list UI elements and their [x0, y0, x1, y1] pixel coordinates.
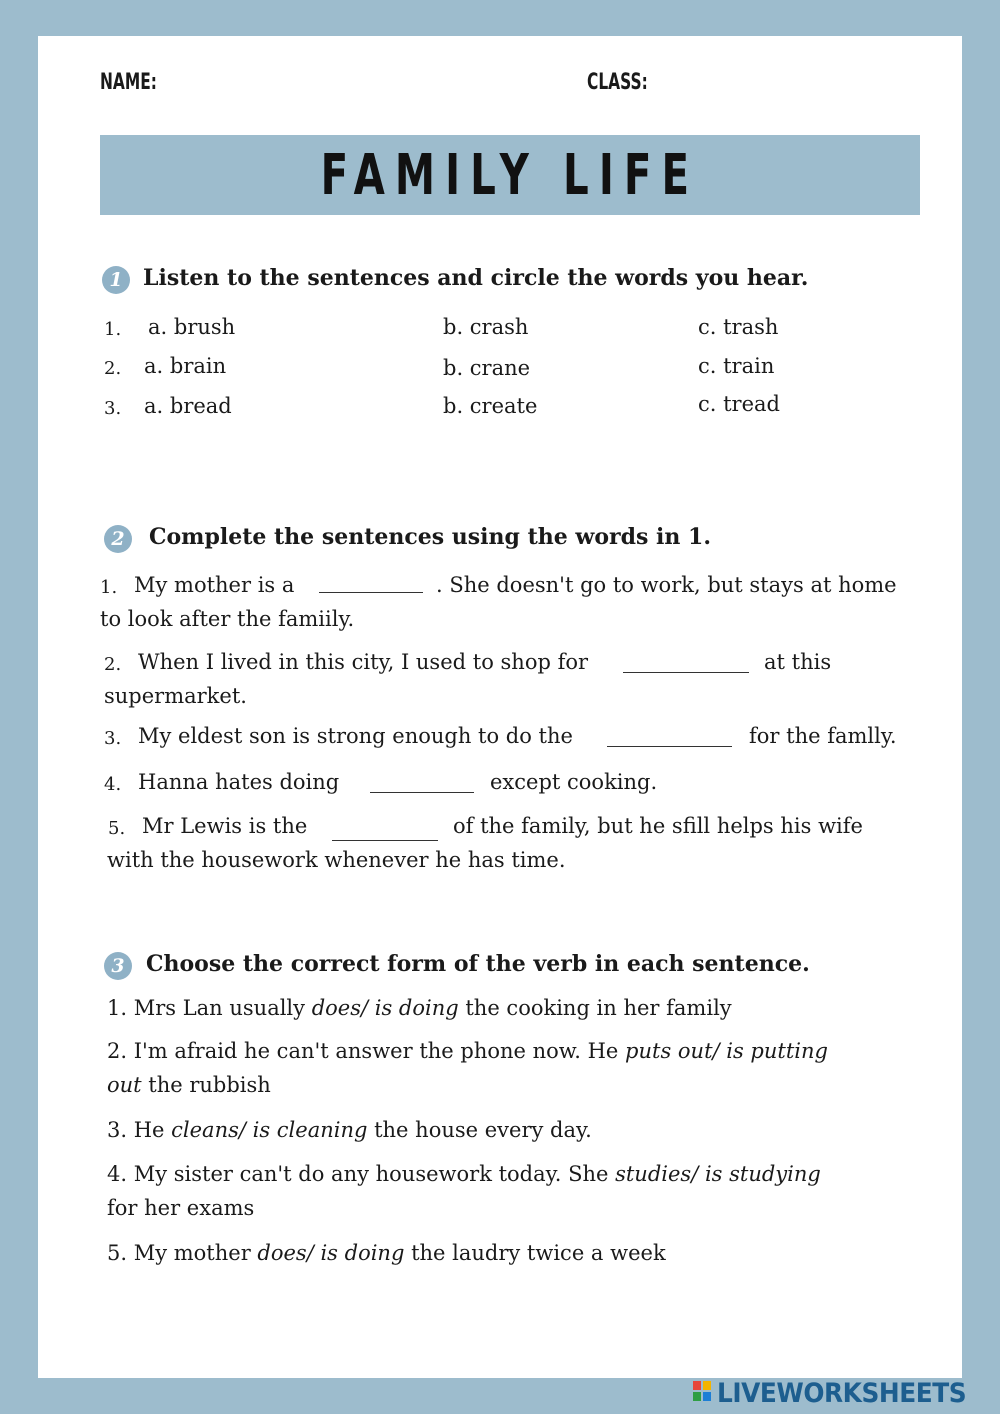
sentence-number: 5. — [108, 818, 126, 839]
sentence-text: of the family, but he sfill helps his wife — [453, 814, 863, 838]
verb-options[interactable]: does/ is doing — [257, 1241, 405, 1265]
sentence-text: with the housework whenever he has time. — [107, 848, 566, 872]
liveworksheets-logo-icon — [693, 1381, 713, 1405]
liveworksheets-logo-text: LIVEWORKSHEETS — [717, 1377, 967, 1409]
verb-options[interactable]: puts out/ is putting — [625, 1039, 828, 1063]
verb-sentence — [107, 996, 732, 1020]
answer-blank[interactable] — [370, 792, 474, 793]
name-label: NAME: — [100, 70, 157, 95]
verb-sentence-line2 — [107, 1073, 271, 1097]
sentence-text: My mother is a — [134, 573, 295, 597]
page-title: FAMILY LIFE — [320, 142, 700, 208]
sentence-text: supermarket. — [104, 684, 247, 708]
sentence-text: When I lived in this city, I used to shop for — [138, 650, 589, 674]
title-banner — [100, 135, 920, 215]
option-b[interactable]: b. create — [443, 394, 538, 418]
section-1-instruction: Listen to the sentences and circle the words you hear. — [143, 265, 809, 291]
option-row-number: 3. — [104, 398, 122, 419]
section-3-number-icon: 3 — [104, 952, 132, 980]
sentence-text: except cooking. — [490, 770, 658, 794]
option-a[interactable]: a. brain — [144, 354, 227, 378]
sentence-number: 1. — [100, 577, 118, 598]
option-a[interactable]: a. bread — [144, 394, 232, 418]
sentence-text: 4. My sister can't do any housework today. She — [107, 1162, 616, 1186]
section-3-instruction: Choose the correct form of the verb in each sentence. — [146, 951, 810, 977]
option-b[interactable]: b. crane — [443, 356, 531, 380]
option-c[interactable]: c. trash — [698, 315, 779, 339]
sentence-text: to look after the famiily. — [100, 607, 355, 631]
class-label: CLASS: — [587, 70, 648, 95]
sentence-number: 4. — [104, 774, 122, 795]
sentence-text: 3. He — [107, 1118, 172, 1142]
verb-options[interactable]: cleans/ is cleaning — [171, 1118, 368, 1142]
liveworksheets-logo[interactable] — [693, 1378, 988, 1408]
section-1-number-icon: 1 — [102, 266, 130, 294]
sentence-number: 2. — [104, 654, 122, 675]
option-row-number: 2. — [104, 358, 122, 379]
sentence-text: Mr Lewis is the — [142, 814, 308, 838]
sentence-text: My eldest son is strong enough to do the — [138, 724, 573, 748]
sentence-text: the cooking in her family — [458, 996, 732, 1020]
answer-blank[interactable] — [623, 672, 749, 673]
verb-options[interactable]: does/ is doing — [311, 996, 459, 1020]
answer-blank[interactable] — [607, 746, 732, 747]
sentence-text: for the famlly. — [749, 724, 897, 748]
sentence-text: the house every day. — [367, 1118, 592, 1142]
sentence-text: the laudry twice a week — [404, 1241, 666, 1265]
verb-options[interactable]: studies/ is studying — [615, 1162, 821, 1186]
sentence-text: the rubbish — [141, 1073, 271, 1097]
sentence-text: for her exams — [107, 1196, 255, 1220]
option-row-number: 1. — [104, 319, 122, 340]
sentence-number: 3. — [104, 728, 122, 749]
option-b[interactable]: b. crash — [443, 315, 529, 339]
option-a[interactable]: a. brush — [148, 315, 236, 339]
answer-blank[interactable] — [332, 840, 438, 841]
sentence-text: Hanna hates doing — [138, 770, 340, 794]
sentence-text: at this — [764, 650, 832, 674]
sentence-text: 1. Mrs Lan usually — [107, 996, 312, 1020]
option-c[interactable]: c. tread — [698, 392, 780, 416]
verb-sentence — [107, 1118, 592, 1142]
verb-sentence — [107, 1162, 821, 1186]
answer-blank[interactable] — [319, 592, 423, 593]
verb-sentence — [107, 1241, 666, 1265]
sentence-text: . She doesn't go to work, but stays at home — [436, 573, 897, 597]
section-2-number-icon: 2 — [104, 525, 132, 553]
worksheet-page — [38, 36, 962, 1378]
verb-sentence — [107, 1039, 828, 1063]
option-c[interactable]: c. train — [698, 354, 775, 378]
section-2-instruction: Complete the sentences using the words in 1. — [149, 524, 711, 550]
verb-options[interactable]: out — [107, 1073, 142, 1097]
sentence-text: 2. I'm afraid he can't answer the phone now. He — [107, 1039, 626, 1063]
sentence-text: 5. My mother — [107, 1241, 258, 1265]
